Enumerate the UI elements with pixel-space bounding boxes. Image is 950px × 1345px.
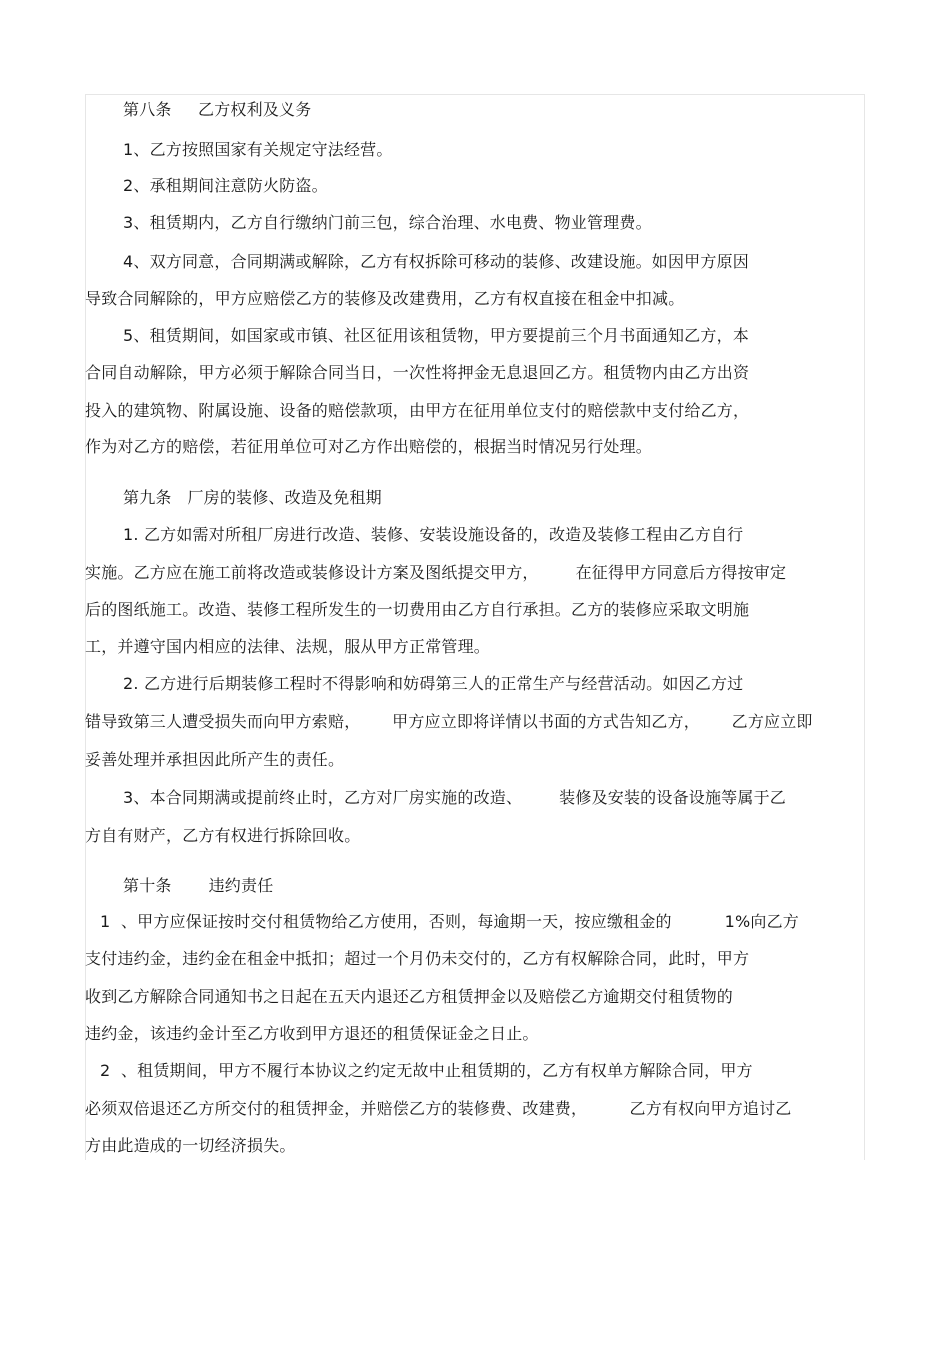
article-9-line: 后的图纸施工。改造、装修工程所发生的一切费用由乙方自行承担。乙方的装修应采取文明施 [85,600,750,619]
article-10-line: 必须双倍退还乙方所交付的租赁押金，并赔偿乙方的装修费、改建费， 乙方有权向甲方追讨乙 [85,1099,792,1118]
article-8-line: 4、双方同意，合同期满或解除，乙方有权拆除可移动的装修、改建设施。如因甲方原因 [123,252,749,271]
article-9-line: 3、本合同期满或提前终止时，乙方对厂房实施的改造、 装修及安装的设备设施等属于乙 [123,788,786,807]
article-8-line: 3、租赁期内，乙方自行缴纳门前三包，综合治理、水电费、物业管理费。 [123,213,652,232]
article-9-line: 方自有财产，乙方有权进行拆除回收。 [85,826,361,845]
article-8-line: 导致合同解除的，甲方应赔偿乙方的装修及改建费用，乙方有权直接在租金中扣减。 [85,289,685,308]
article-8-line: 2、承租期间注意防火防盗。 [123,176,328,195]
article-9-heading: 第九条 厂房的装修、改造及免租期 [123,488,382,507]
article-9-line: 实施。乙方应在施工前将改造或装修设计方案及图纸提交甲方， 在征得甲方同意后方得按审定 [85,563,787,582]
article-8-line: 作为对乙方的赔偿，若征用单位可对乙方作出赔偿的，根据当时情况另行处理。 [85,437,653,456]
article-10-heading: 第十条 违约责任 [123,876,274,895]
article-9-line: 妥善处理并承担因此所产生的责任。 [85,750,345,769]
article-10-line: 支付违约金，违约金在租金中抵扣；超过一个月仍未交付的，乙方有权解除合同，此时，甲方 [85,949,750,968]
article-10-line: 1 、甲方应保证按时交付租赁物给乙方使用，否则，每逾期一天，按应缴租金的 1%向乙方 [100,912,799,931]
article-10-line: 违约金，该违约金计至乙方收到甲方退还的租赁保证金之日止。 [85,1024,539,1043]
article-9-line: 1. 乙方如需对所租厂房进行改造、装修、安装设施设备的，改造及装修工程由乙方自行 [123,525,744,544]
article-10-line: 2 、租赁期间，甲方不履行本协议之约定无故中止租赁期的，乙方有权单方解除合同，甲方 [100,1061,753,1080]
article-9-line: 2. 乙方进行后期装修工程时不得影响和妨碍第三人的正常生产与经营活动。如因乙方过 [123,674,744,693]
article-8-line: 5、租赁期间，如国家或市镇、社区征用该租赁物，甲方要提前三个月书面通知乙方，本 [123,326,749,345]
article-8-heading: 第八条 乙方权利及义务 [123,100,312,119]
article-9-line: 错导致第三人遭受损失而向甲方索赔， 甲方应立即将详情以书面的方式告知乙方， 乙方应立即 [85,712,813,731]
article-10-line: 收到乙方解除合同通知书之日起在五天内退还乙方租赁押金以及赔偿乙方逾期交付租赁物的 [85,987,734,1006]
article-9-line: 工，并遵守国内相应的法律、法规，服从甲方正常管理。 [85,637,491,656]
article-8-line: 1、乙方按照国家有关规定守法经营。 [123,140,393,159]
article-8-line: 投入的建筑物、附属设施、设备的赔偿款项，由甲方在征用单位支付的赔偿款中支付给乙方， [85,401,750,420]
article-10-line: 方由此造成的一切经济损失。 [85,1136,296,1155]
article-8-line: 合同自动解除，甲方必须于解除合同当日，一次性将押金无息退回乙方。租赁物内由乙方出资 [85,363,750,382]
